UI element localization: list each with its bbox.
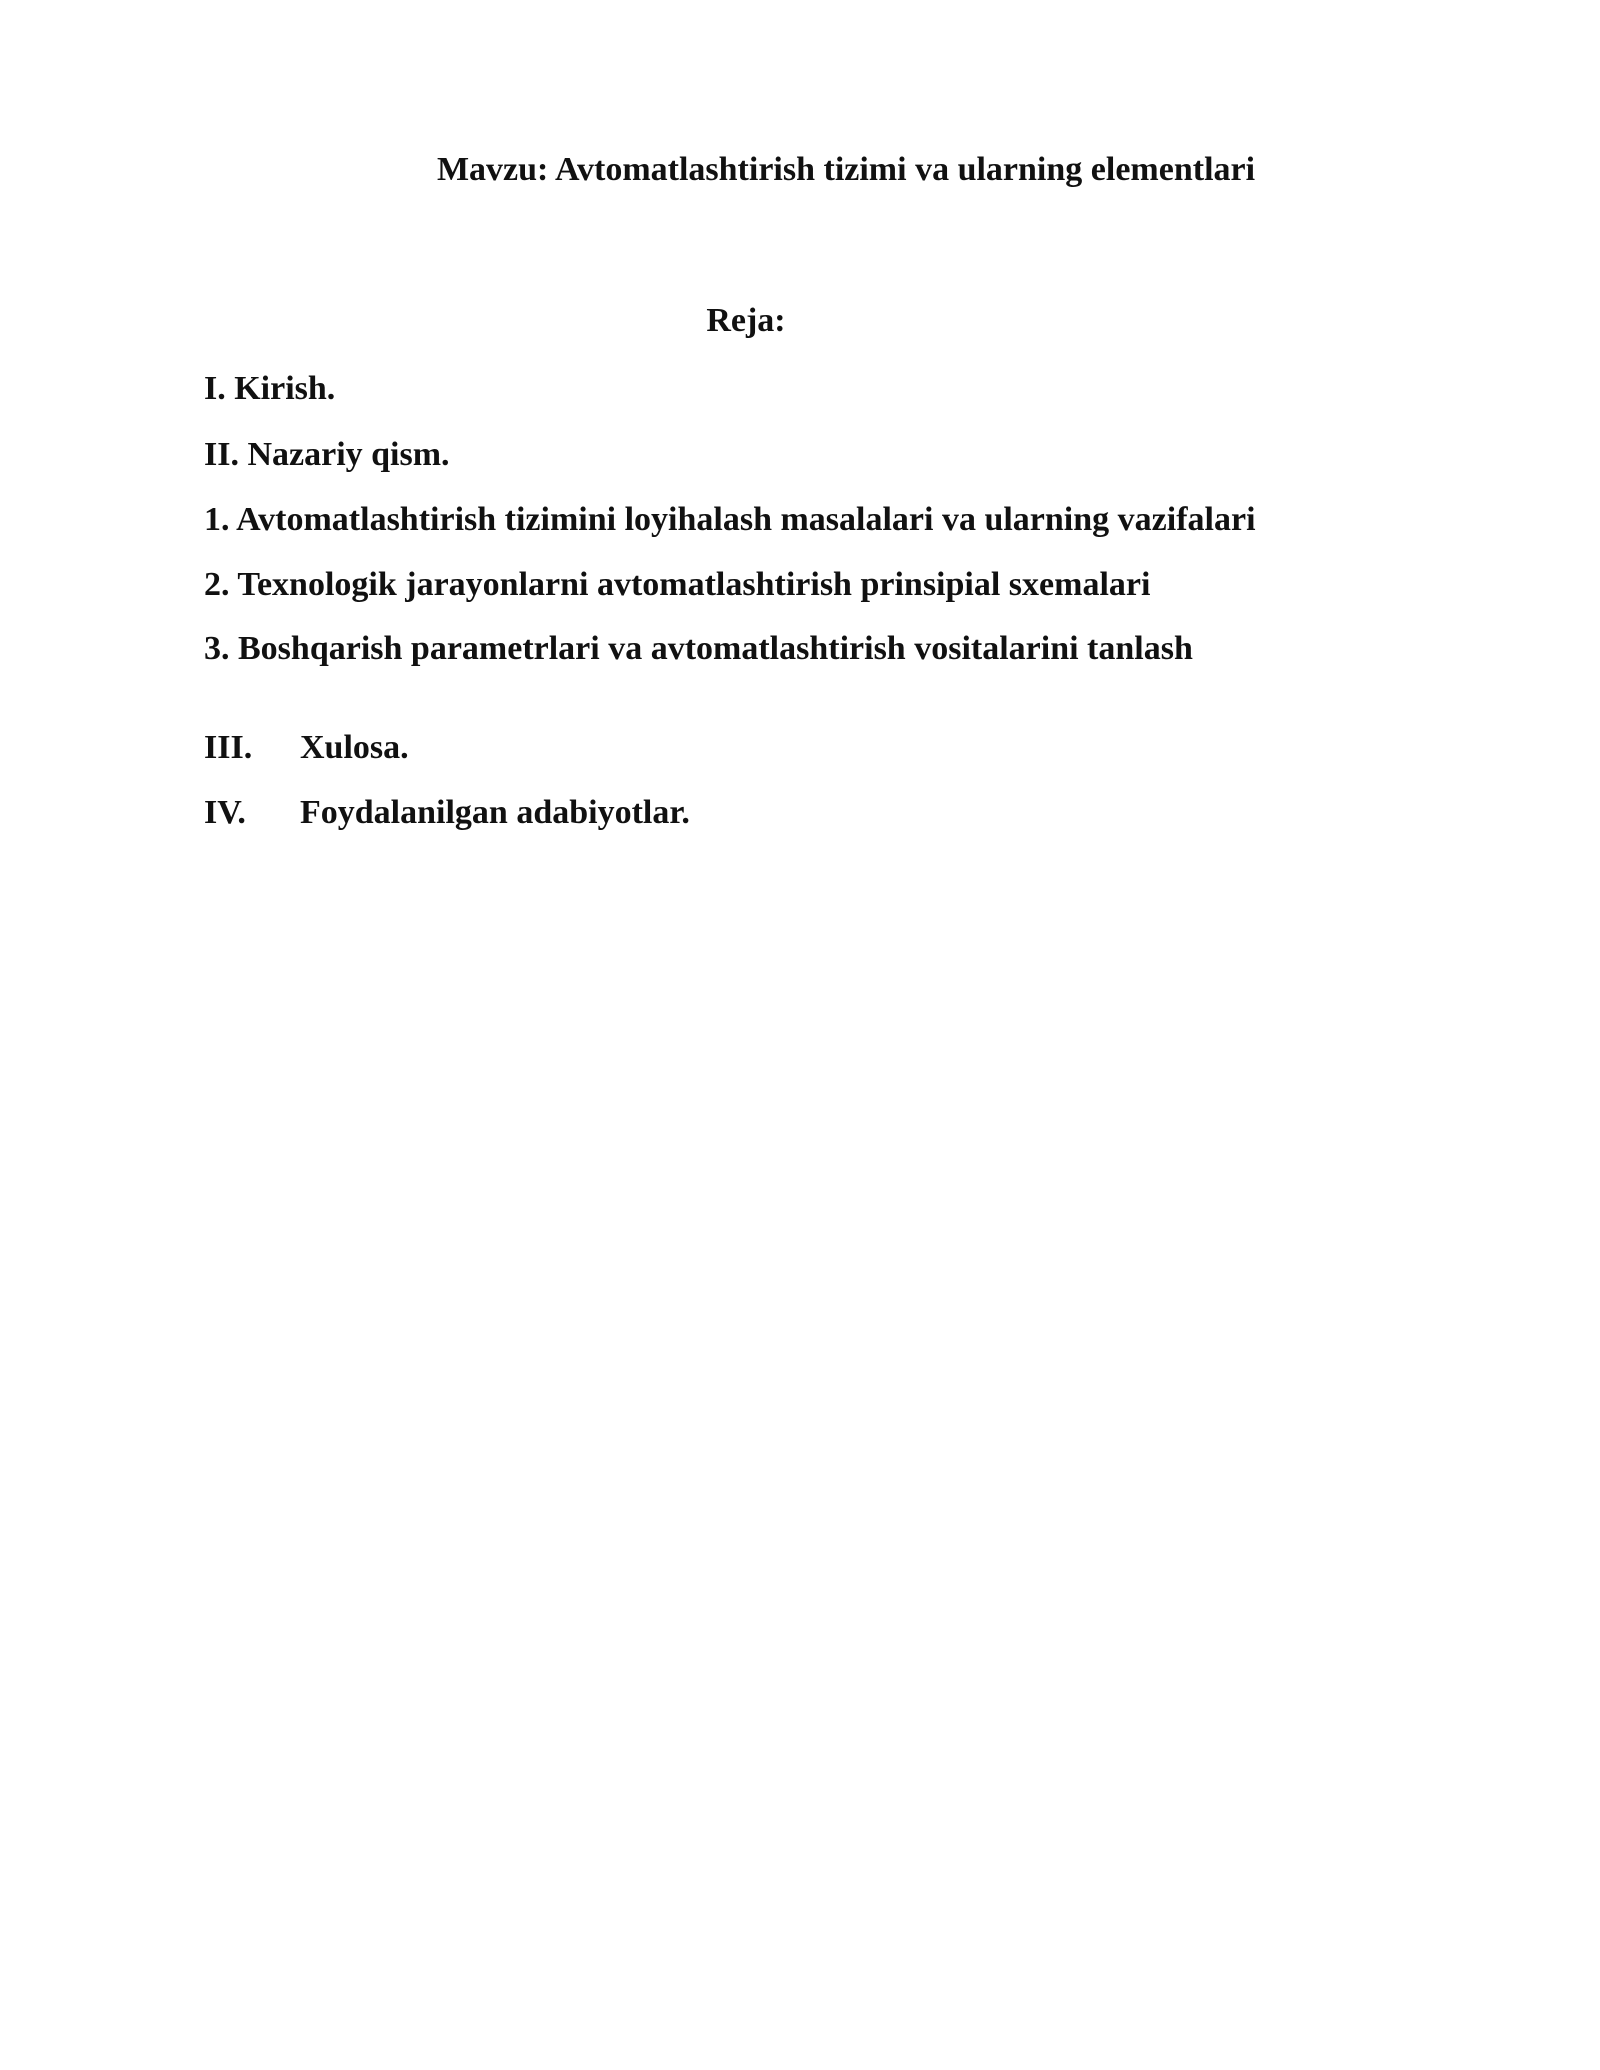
plan-item-conclusion-numeral: III. [204,729,253,766]
plan-item-2: 2. Texnologik jarayonlarni avtomatlashtirish prinsipial sxemalari [204,566,1151,603]
plan-item-references-text: Foydalanilgan adabiyotlar. [300,794,690,831]
plan-item-1: 1. Avtomatlashtirish tizimini loyihalash masalalari va ularning vazifalari [204,501,1256,538]
plan-item-theory: II. Nazariy qism. [204,436,450,473]
document-title: Mavzu: Avtomatlashtirish tizimi va ularning elementlari [436,151,1256,188]
plan-heading: Reja: [706,302,786,339]
plan-item-conclusion-text: Xulosa. [300,729,409,766]
plan-item-3: 3. Boshqarish parametrlari va avtomatlashtirish vositalarini tanlash [204,630,1193,667]
plan-item-references-numeral: IV. [204,794,246,831]
plan-item-intro: I. Kirish. [204,370,336,407]
